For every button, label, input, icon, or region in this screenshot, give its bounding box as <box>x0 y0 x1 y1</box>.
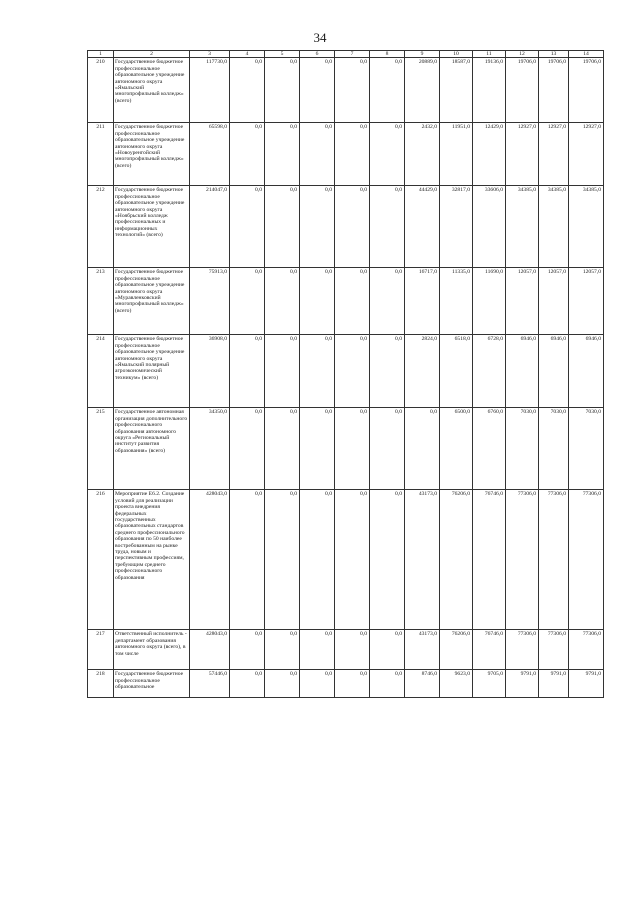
value-cell: 0,0 <box>335 490 370 630</box>
column-header: 7 <box>335 51 370 58</box>
value-cell: 0,0 <box>230 335 265 408</box>
value-cell: 11690,0 <box>473 268 506 335</box>
value-cell: 0,0 <box>335 335 370 408</box>
row-name-cell: Государственное автономная организация дополнительного профессионального образования автономного округа «Региональный институт развития образования» (всего) <box>114 408 190 490</box>
value-cell: 0,0 <box>230 186 265 268</box>
column-header: 4 <box>230 51 265 58</box>
value-cell: 0,0 <box>265 630 300 670</box>
row-name-cell: Государственное бюджетное профессиональное образовательное учреждение автономного округа «Ноябрьский колледж профессиональных и информационных технологий» (всего) <box>114 186 190 268</box>
row-number-cell: 213 <box>88 268 114 335</box>
value-cell: 117730,0 <box>190 58 230 123</box>
value-cell: 0,0 <box>230 490 265 630</box>
value-cell: 0,0 <box>370 335 405 408</box>
row-number-cell: 210 <box>88 58 114 123</box>
table-row <box>88 408 604 490</box>
value-cell: 6760,0 <box>473 408 506 490</box>
value-cell: 0,0 <box>335 630 370 670</box>
value-cell: 0,0 <box>265 408 300 490</box>
value-cell: 16717,0 <box>405 268 440 335</box>
value-cell: 76746,0 <box>473 490 506 630</box>
value-cell: 20889,0 <box>405 58 440 123</box>
value-cell: 33606,0 <box>473 186 506 268</box>
value-cell: 75913,0 <box>190 268 230 335</box>
column-header: 11 <box>473 51 506 58</box>
value-cell: 34385,0 <box>569 186 604 268</box>
value-cell: 0,0 <box>370 58 405 123</box>
value-cell: 0,0 <box>265 58 300 123</box>
row-number-cell: 218 <box>88 670 114 698</box>
value-cell: 34350,0 <box>190 408 230 490</box>
value-cell: 7030,0 <box>539 408 569 490</box>
value-cell: 11335,0 <box>440 268 473 335</box>
row-number-cell: 212 <box>88 186 114 268</box>
table-row <box>88 335 604 408</box>
value-cell: 18587,0 <box>440 58 473 123</box>
row-name-cell: Государственное бюджетное профессиональное образовательное учреждение автономного округа «Новоуренгойский многопрофильный колледж» (всего) <box>114 123 190 186</box>
table-row <box>88 123 604 186</box>
page-number: 34 <box>313 30 327 45</box>
row-name-cell: Ответственный исполнитель - департамент образования автономного округа (всего), в том числе <box>114 630 190 670</box>
value-cell: 0,0 <box>335 186 370 268</box>
value-cell: 0,0 <box>370 268 405 335</box>
value-cell: 76206,0 <box>440 490 473 630</box>
value-cell: 214047,0 <box>190 186 230 268</box>
value-cell: 43173,0 <box>405 630 440 670</box>
column-header: 13 <box>539 51 569 58</box>
value-cell: 0,0 <box>370 670 405 698</box>
value-cell: 0,0 <box>265 268 300 335</box>
value-cell: 0,0 <box>370 123 405 186</box>
budget-table <box>87 50 604 698</box>
value-cell: 0,0 <box>230 670 265 698</box>
value-cell: 44429,0 <box>405 186 440 268</box>
table-row <box>88 490 604 630</box>
value-cell: 11951,0 <box>440 123 473 186</box>
value-cell: 32817,0 <box>440 186 473 268</box>
column-header: 9 <box>405 51 440 58</box>
value-cell: 9791,0 <box>569 670 604 698</box>
value-cell: 12057,0 <box>506 268 539 335</box>
value-cell: 0,0 <box>265 123 300 186</box>
value-cell: 6946,0 <box>506 335 539 408</box>
value-cell: 9623,0 <box>440 670 473 698</box>
budget-table-sheet <box>87 50 604 698</box>
value-cell: 0,0 <box>265 186 300 268</box>
value-cell: 0,0 <box>230 408 265 490</box>
column-header: 10 <box>440 51 473 58</box>
value-cell: 12927,0 <box>569 123 604 186</box>
value-cell: 12927,0 <box>539 123 569 186</box>
value-cell: 0,0 <box>300 335 335 408</box>
value-cell: 12927,0 <box>506 123 539 186</box>
value-cell: 6946,0 <box>569 335 604 408</box>
value-cell: 0,0 <box>230 123 265 186</box>
value-cell: 19136,0 <box>473 58 506 123</box>
row-name-cell: Государственное бюджетное профессиональное образовательное <box>114 670 190 698</box>
column-header: 14 <box>569 51 604 58</box>
value-cell: 0,0 <box>265 490 300 630</box>
row-number-cell: 211 <box>88 123 114 186</box>
row-name-cell: Государственное бюджетное профессиональное образовательное учреждение автономного округа «Ямальский многопрофильный колледж» (всего) <box>114 58 190 123</box>
value-cell: 0,0 <box>335 58 370 123</box>
value-cell: 0,0 <box>370 490 405 630</box>
value-cell: 7030,0 <box>569 408 604 490</box>
value-cell: 12057,0 <box>539 268 569 335</box>
value-cell: 0,0 <box>335 123 370 186</box>
value-cell: 76206,0 <box>440 630 473 670</box>
value-cell: 77306,0 <box>506 630 539 670</box>
row-number-cell: 217 <box>88 630 114 670</box>
row-name-cell: Государственное бюджетное профессиональное образовательное учреждение автономного округа «Ямальский полярный агроэкономический техникум» (всего) <box>114 335 190 408</box>
table-row <box>88 58 604 123</box>
value-cell: 12057,0 <box>569 268 604 335</box>
row-name-cell: Мероприятие Е6.2. Создание условий для реализации проекта внедрения федеральных государственных образовательных стандартов среднего профессионального образования по 50 наиболее востребованным на рынке труда, новым и перспективным профессиям, требующим среднего профессионального образования <box>114 490 190 630</box>
table-row <box>88 186 604 268</box>
value-cell: 19706,0 <box>569 58 604 123</box>
value-cell: 36908,0 <box>190 335 230 408</box>
value-cell: 76746,0 <box>473 630 506 670</box>
value-cell: 0,0 <box>300 58 335 123</box>
value-cell: 0,0 <box>230 268 265 335</box>
table-row <box>88 268 604 335</box>
value-cell: 12429,0 <box>473 123 506 186</box>
value-cell: 65598,0 <box>190 123 230 186</box>
table-row <box>88 670 604 698</box>
value-cell: 0,0 <box>265 335 300 408</box>
value-cell: 9791,0 <box>506 670 539 698</box>
value-cell: 0,0 <box>300 186 335 268</box>
value-cell: 6500,0 <box>440 408 473 490</box>
value-cell: 57446,0 <box>190 670 230 698</box>
value-cell: 0,0 <box>335 408 370 490</box>
column-header: 12 <box>506 51 539 58</box>
value-cell: 34385,0 <box>506 186 539 268</box>
row-number-cell: 214 <box>88 335 114 408</box>
column-header: 5 <box>265 51 300 58</box>
table-row <box>88 630 604 670</box>
value-cell: 0,0 <box>300 408 335 490</box>
value-cell: 0,0 <box>300 630 335 670</box>
row-name-cell: Государственное бюджетное профессиональное образовательное учреждение автономного округа «Муравленковский многопрофильный колледж» (всего) <box>114 268 190 335</box>
value-cell: 428043,0 <box>190 490 230 630</box>
value-cell: 2432,0 <box>405 123 440 186</box>
column-header: 3 <box>190 51 230 58</box>
value-cell: 2824,0 <box>405 335 440 408</box>
value-cell: 19706,0 <box>539 58 569 123</box>
value-cell: 19706,0 <box>506 58 539 123</box>
value-cell: 0,0 <box>370 630 405 670</box>
value-cell: 9791,0 <box>539 670 569 698</box>
value-cell: 0,0 <box>265 670 300 698</box>
column-header: 2 <box>114 51 190 58</box>
value-cell: 77306,0 <box>569 630 604 670</box>
value-cell: 43173,0 <box>405 490 440 630</box>
value-cell: 0,0 <box>335 670 370 698</box>
row-number-cell: 215 <box>88 408 114 490</box>
value-cell: 6728,0 <box>473 335 506 408</box>
table-header-row <box>88 51 604 58</box>
value-cell: 8746,0 <box>405 670 440 698</box>
value-cell: 6946,0 <box>539 335 569 408</box>
value-cell: 7030,0 <box>506 408 539 490</box>
value-cell: 77306,0 <box>506 490 539 630</box>
value-cell: 0,0 <box>230 58 265 123</box>
value-cell: 0,0 <box>370 408 405 490</box>
column-header: 6 <box>300 51 335 58</box>
value-cell: 34385,0 <box>539 186 569 268</box>
value-cell: 428043,0 <box>190 630 230 670</box>
value-cell: 0,0 <box>300 268 335 335</box>
value-cell: 6518,0 <box>440 335 473 408</box>
value-cell: 0,0 <box>405 408 440 490</box>
value-cell: 9705,0 <box>473 670 506 698</box>
value-cell: 77306,0 <box>539 630 569 670</box>
row-number-cell: 216 <box>88 490 114 630</box>
column-header: 8 <box>370 51 405 58</box>
value-cell: 0,0 <box>300 670 335 698</box>
column-header: 1 <box>88 51 114 58</box>
value-cell: 0,0 <box>230 630 265 670</box>
value-cell: 0,0 <box>335 268 370 335</box>
value-cell: 0,0 <box>300 123 335 186</box>
value-cell: 77306,0 <box>569 490 604 630</box>
value-cell: 0,0 <box>300 490 335 630</box>
value-cell: 0,0 <box>370 186 405 268</box>
value-cell: 77306,0 <box>539 490 569 630</box>
